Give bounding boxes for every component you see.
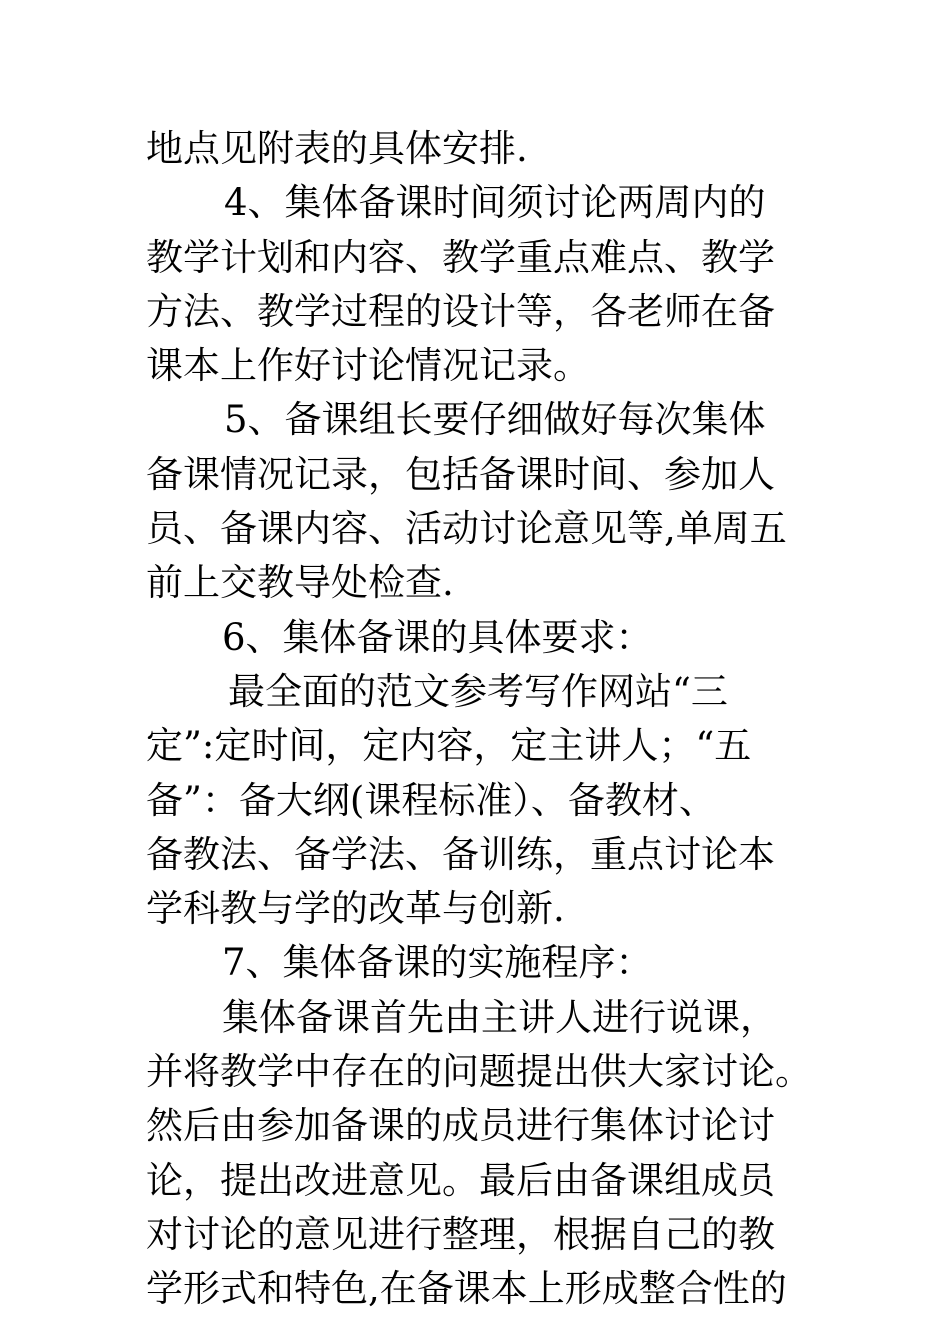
text-line: 最全面的范文参考写作网站“三 xyxy=(228,669,728,713)
text-line: 6、集体备课的具体要求： xyxy=(222,615,653,659)
text-line: 备教法、备学法、备训练，重点讨论本 xyxy=(146,832,775,876)
text-line: 5、备课组长要仔细做好每次集体 xyxy=(224,398,766,442)
text-line: 集体备课首先由主讲人进行说课， xyxy=(222,995,777,1039)
text-line: 对讨论的意见进行整理，根据自己的教 xyxy=(146,1212,775,1256)
text-line: 定”:定时间，定内容，定主讲人；“五 xyxy=(146,724,752,768)
text-line: 课本上作好讨论情况记录。 xyxy=(146,344,590,388)
text-line: 方法、教学过程的设计等，各老师在备 xyxy=(146,289,775,333)
text-line: 地点见附表的具体安排. xyxy=(146,127,528,170)
text-line: 前上交教导处检查. xyxy=(146,561,454,605)
text-line: 并将教学中存在的问题提出供大家讨论。 xyxy=(146,1050,812,1094)
text-line: 备”：备大纲(课程标准）、备教材、 xyxy=(146,778,716,822)
text-line: 7、集体备课的实施程序： xyxy=(222,941,653,985)
text-line: 学科教与学的改革与创新. xyxy=(146,887,565,931)
text-line: 4、集体备课时间须讨论两周内的 xyxy=(224,181,766,225)
document-body xyxy=(146,122,846,1317)
text-line: 论，提出改进意见。最后由备课组成员 xyxy=(146,1158,775,1202)
text-line: 员、备课内容、活动讨论意见等,单周五 xyxy=(146,507,787,551)
text-line: 然后由参加备课的成员进行集体讨论讨 xyxy=(146,1104,775,1148)
text-line: 教学计划和内容、教学重点难点、教学 xyxy=(146,235,775,279)
text-line: 备课情况记录，包括备课时间、参加人 xyxy=(146,452,775,496)
text-line: 学形式和特色,在备课本上形成整合性的 xyxy=(146,1267,787,1311)
